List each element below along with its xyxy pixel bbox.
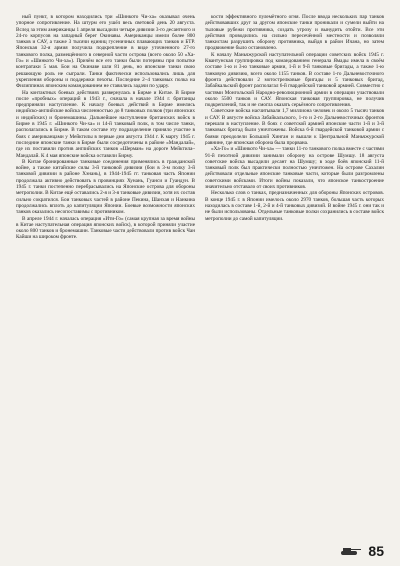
right-paragraph-3: Советские войска насчитывали 1,7 миллиона человек и около 5 тысяч танков и САУ. В августе войска Забайкальского, 1-го и 2-го Дальневосточных фронтов перешли в наступление. В боях с советской армией японские части 1-й и 3-й танковых бригад были уничтожены. Войска 6-й гвардейской танковой армии с боями преодолели Большой Хинган и вышли к Центральной Маньчжурской равнине, где японская оборона была прорвана.	[205, 108, 384, 146]
left-paragraph-2: На контактных боевых действиях развернулась в Бирме и Китае. В Бирме после «пробных» операций в 1943 г., сначала в начале 1944 г. британцы предприняли наступление. К началу боевых действий в Бирме имелись индийско-английские войска численностью до 8 танковых полков (три японских и индийских) и бронемашины. Дальнейшее наступление британских войск в Бирме в 1945 г. «Шинкото Чи-ха» и 14-й танковый полк, в том числе танки, располагались в Бирме. В таком составе эту подразделение приняло участие в боях с американцами у Мейктилы в первые дни августа 1944 г. К марту 1945 г. последние японские танки в Бирме были сосредоточены в районе «Мандалай», где их поставили против английских танков «Шерман» на дороге Мейктила–Мандалай. К 4 мая японские войска оставили Бирму.	[16, 89, 195, 159]
left-paragraph-1: ный пункт, в котором находились три «Шинкото Чи-ха» оказывал очень упорное сопротивление. На штурм его ушёл весь световой день 20 августа. Вслед за этим американцы 1 апреля высадили четыре дивизии 3-го десантного и 24-го корпусов на западный берег Окинавы. Американцы имели более 800 танков и САУ, а также 3 тысячи единиц гусеничных плавающих танков и БТР. Японская 32-я армия получила подкрепление в виде уточненного 27-го танкового полка, размещённого в северной части острова (всего около 50 «Ха-Го» и «Шинкото Чи-ха»). Причём все его танки были потеряны при попытке контратаки 5 мая. Бои на Окинаве шли 81 день, но японские танки свою решающую роль не сыграли. Танки фактически использовались лишь для укрепления обороны и поддержки пехоты. Последние 2–4 танковых полка на Филиппинах японским командованием не ставились задачи по удару.	[16, 14, 195, 90]
page-footer	[16, 542, 384, 560]
right-paragraph-4: «Ха-Го» и «Шинкото Чи-ха» — танки 11-го танкового полка вместе с частями 91-й пехотной дивизии занимали оборону на острове Шумшу. 18 августа советские войска высадили десант на Шумшу; в ходе боёв японский 11-й танковый полк был практически полностью уничтожен. На острове Сахалин действовали отдельные японские танковые части, которые были разгромлены советскими войсками. Итоги войны показали, что японское танкостроение значительно отставало от своих противников.	[205, 146, 384, 191]
tank-icon	[340, 546, 362, 556]
page-number: 85	[368, 543, 384, 559]
left-column	[16, 14, 195, 524]
left-paragraph-3: В Китае бронированные танковые соединения применялись в гражданской войне, а также китайские силы 3-й танковой дивизии (бои в 3-м полку 3-й танковой дивизии в районе Хэнань), в 1944-1945 гг. танковая часть Японии продолжала активно действовать в провинциях Хунань, Гуанси и Гуандун. В 1945 г. танки постепенно перебрасывались на Японские острова для обороны метрополии. В Китае ещё оставались 2-я и 3-я танковые дивизии, хотя их состав сильно сократился. Бои танковых частей в районе Пекина, Шанхая и Нанкина продолжались вплоть до капитуляции Японии. Боевые возможности японских танков оказались несопоставимы с противником.	[16, 158, 195, 216]
right-paragraph-1: кости эффективного пулемётного огня. После ввода нескольких пар танков действовавших друг за другом японские танки проникали и сумели выйти на тыловые рубежи противника, создать угрозу и вынудить отойти. Все эти действия проводились на сильно пересечённой местности и позволяли танкистам разрушить оборону противника, выйдя в район Ичана, но затем продвижение было остановлено.	[205, 14, 384, 52]
right-paragraph-5: Несколько слов о танках, предназначенных для обороны Японских островов. В конце 1945 г. в Японии имелось около 2970 танков, большая часть которых находилась в составе 1-й, 2-й и 4-й танковых дивизий. В войне 1945 г. они так и не были использованы. Отдельные танковые полки сохранились в составе войск метрополии до самой капитуляции.	[205, 190, 384, 222]
article-page	[16, 14, 384, 524]
right-column	[205, 14, 384, 524]
left-paragraph-4: В апреле 1944 г. началась операция «Ити-Го» (самая крупная за время войны в Китае наступательная операция японских войск), в которой приняли участие около 800 танков и бронемашин. Танковые части действовали против войск Чан Кайши на широком фронте.	[16, 215, 195, 241]
right-paragraph-2: К началу Маньчжурской наступательной операции советских войск 1945 г. Квантунская группировка под командованием генерала Ямады имела в своём составе 1-ю и 3-ю танковые армии, 1-й и 9-й танковые бригады, а также 1-ю танковую дивизию, всего около 1155 танков. В составе 1-го Дальневосточного фронта действовали 2 мотострелковые бригады и 5 танковых бригад, Забайкальский фронт располагал 6-й гвардейской танковой армией. Совместно с частями Монгольской Народно-революционной армии в операции участвовали около 5500 танков и САУ. Японская танковая группировка, не получив подкреплений, так и не смогла оказать серьёзного сопротивления.	[205, 51, 384, 109]
